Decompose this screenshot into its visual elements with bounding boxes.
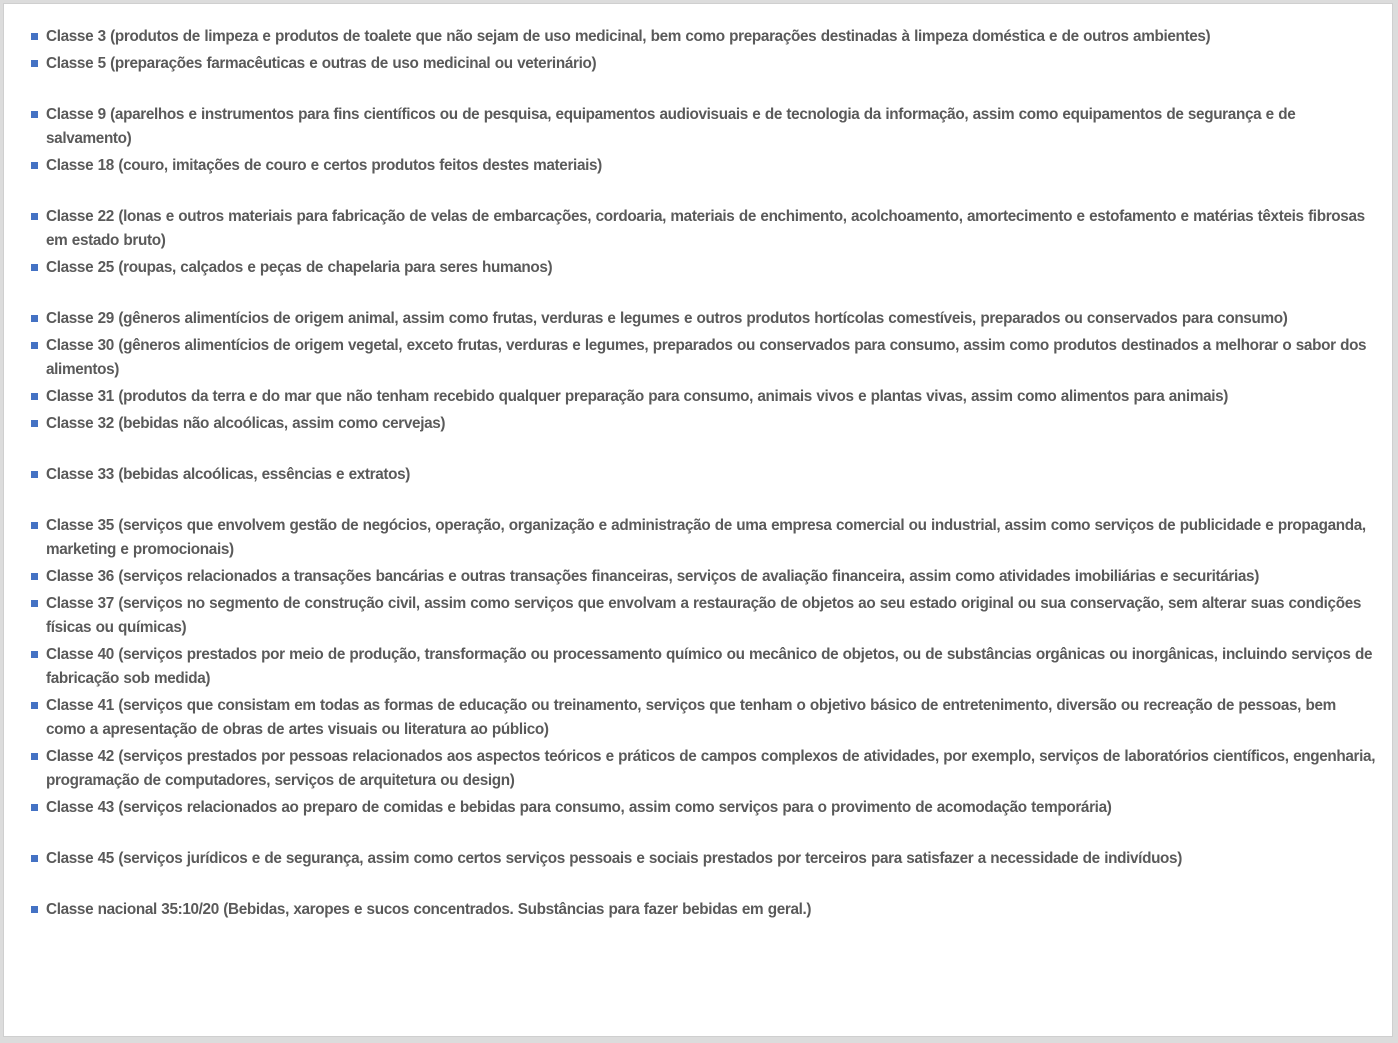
list-item-classe-42 [31,745,1376,793]
square-bullet-icon [31,522,38,529]
square-bullet-icon [31,315,38,322]
item-text: Classe 5 (preparações farmacêuticas e outras de uso medicinal ou veterinário) [46,55,597,72]
square-bullet-icon [31,600,38,607]
item-text: Classe 45 (serviços jurídicos e de segurança, assim como certos serviços pessoais e sociais prestados por terceiros para satisfazer a necessidade de indivíduos) [46,850,1182,867]
list-item-classe-35 [31,514,1376,562]
square-bullet-icon [31,651,38,658]
item-text: Classe 3 (produtos de limpeza e produtos de toalete que não sejam de uso medicinal, bem como preparações destinadas à limpeza doméstica e de outros ambientes) [46,28,1211,45]
list-item-classe-31 [31,385,1376,409]
list-item-classe-43 [31,796,1376,820]
item-text: Classe 35 (serviços que envolvem gestão de negócios, operação, organização e administração de uma empresa comercial ou industrial, assim como serviços de publicidade e propaganda, marketing e promocionais) [46,517,1366,558]
list-item-classe-29 [31,307,1376,331]
item-text: Classe 31 (produtos da terra e do mar que não tenham recebido qualquer preparação para consumo, animais vivos e plantas vivas, assim como alimentos para animais) [46,388,1229,405]
square-bullet-icon [31,753,38,760]
list-item-classe-18 [31,154,1376,178]
item-text: Classe 25 (roupas, calçados e peças de chapelaria para seres humanos) [46,259,553,276]
item-text: Classe 29 (gêneros alimentícios de origem animal, assim como frutas, verduras e legumes e outros produtos hortícolas comestíveis, preparados ou conservados para consumo) [46,310,1288,327]
item-text: Classe 43 (serviços relacionados ao preparo de comidas e bebidas para consumo, assim como serviços para o provimento de acomodação temporária) [46,799,1112,816]
list-item-classe-30 [31,334,1376,382]
item-text: Classe 9 (aparelhos e instrumentos para fins científicos ou de pesquisa, equipamentos audiovisuais e de tecnologia da informação, assim como equipamentos de segurança e de salvamento) [46,106,1296,147]
square-bullet-icon [31,60,38,67]
list-item-classe-3 [31,25,1376,49]
square-bullet-icon [31,264,38,271]
square-bullet-icon [31,420,38,427]
list-item-classe-9 [31,103,1376,151]
list-item-classe-40 [31,643,1376,691]
square-bullet-icon [31,573,38,580]
square-bullet-icon [31,702,38,709]
item-text: Classe 30 (gêneros alimentícios de origem vegetal, exceto frutas, verduras e legumes, preparados ou conservados para consumo, assim como produtos destinados a melhorar o sabor dos alimentos) [46,337,1367,378]
square-bullet-icon [31,393,38,400]
item-text: Classe 18 (couro, imitações de couro e certos produtos feitos destes materiais) [46,157,602,174]
list-item-classe-37 [31,592,1376,640]
square-bullet-icon [31,471,38,478]
square-bullet-icon [31,213,38,220]
document-frame [3,3,1393,1037]
item-text: Classe 32 (bebidas não alcoólicas, assim como cervejas) [46,415,446,432]
list-item-classe-41 [31,694,1376,742]
square-bullet-icon [31,162,38,169]
item-text: Classe 33 (bebidas alcoólicas, essências e extratos) [46,466,411,483]
list-item-classe-nacional [31,898,1376,922]
item-text: Classe 22 (lonas e outros materiais para fabricação de velas de embarcações, cordoaria, materiais de enchimento, acolchoamento, amortecimento e estofamento e matérias têxteis fibrosas em estado bruto) [46,208,1365,249]
list-item-classe-22 [31,205,1376,253]
item-text: Classe 36 (serviços relacionados a transações bancárias e outras transações financeiras, serviços de avaliação financeira, assim como atividades imobiliárias e securitárias) [46,568,1259,585]
list-item-classe-33 [31,463,1376,487]
class-list [31,25,1376,925]
item-text: Classe nacional 35:10/20 (Bebidas, xaropes e sucos concentrados. Substâncias para fazer bebidas em geral.) [46,901,812,918]
square-bullet-icon [31,906,38,913]
square-bullet-icon [31,342,38,349]
item-text: Classe 37 (serviços no segmento de construção civil, assim como serviços que envolvam a restauração de objetos ao seu estado original ou sua conservação, sem alterar suas condições físicas ou químicas) [46,595,1362,636]
list-item-classe-32 [31,412,1376,436]
square-bullet-icon [31,855,38,862]
item-text: Classe 40 (serviços prestados por meio de produção, transformação ou processamento químico ou mecânico de objetos, ou de substâncias orgânicas ou inorgânicas, incluindo serviços de fabricação sob medida) [46,646,1373,687]
list-item-classe-5 [31,52,1376,76]
square-bullet-icon [31,33,38,40]
list-item-classe-25 [31,256,1376,280]
item-text: Classe 41 (serviços que consistam em todas as formas de educação ou treinamento, serviços que tenham o objetivo básico de entretenimento, diversão ou recreação de pessoas, bem como a apresentação de obras de artes visuais ou literatura ao público) [46,697,1336,738]
item-text: Classe 42 (serviços prestados por pessoas relacionados aos aspectos teóricos e práticos de campos complexos de atividades, por exemplo, serviços de laboratórios científicos, engenharia, programação de computadores, serviços de arquitetura ou design) [46,748,1376,789]
square-bullet-icon [31,804,38,811]
list-item-classe-36 [31,565,1376,589]
list-item-classe-45 [31,847,1376,871]
square-bullet-icon [31,111,38,118]
